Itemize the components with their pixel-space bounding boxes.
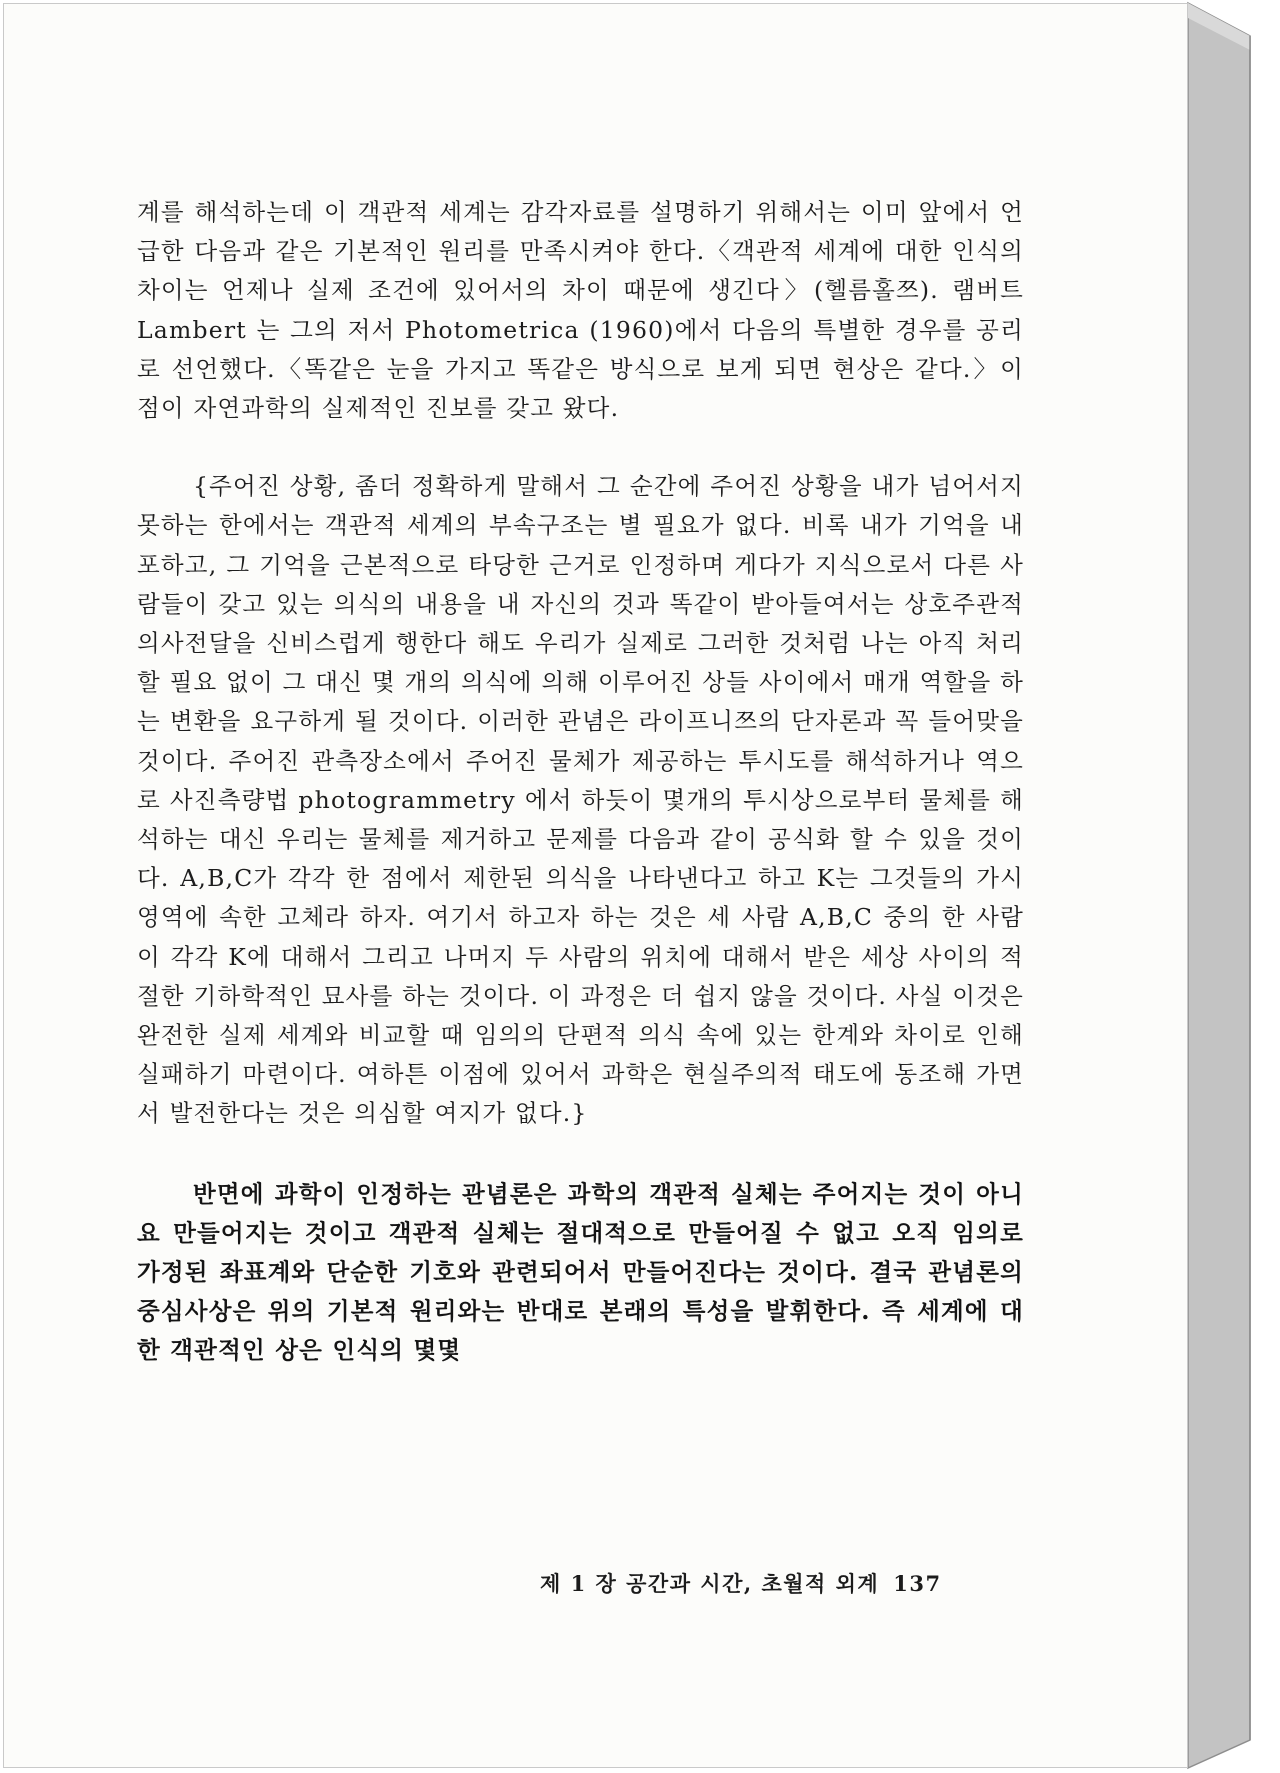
- page-footer: [540, 1568, 1000, 1598]
- paragraph-3: 반면에 과학이 인정하는 관념론은 과학의 객관적 실체는 주어지는 것이 아니요 만들어지는 것이고 객관적 실체는 절대적으로 만들어질 수 없고 오직 임의로 가정된 좌표계와 단순한 기호와 관련되어서 만들어진다는 것이다. 결국 관념론의 중심사상은 위의 기본적 원리와는 반대로 본래의 특성을 발휘한다. 즉 세계에 대한 객관적인 상은 인식의 몇몇: [137, 1179, 1024, 1365]
- chapter-title: 제 1 장 공간과 시간, 초월적 외계: [540, 1571, 880, 1596]
- paragraph-1: 계를 해석하는데 이 객관적 세계는 감각자료를 설명하기 위해서는 이미 앞에서 언급한 다음과 같은 기본적인 원리를 만족시켜야 한다.〈객관적 세계에 대한 인식의 차이는 언제나 실제 조건에 있어서의 차이 때문에 생긴다〉(헬름홀쯔). 램버트 Lambert 는 그의 저서 Photometrica (1960)에서 다음의 특별한 경우를 공리로 선언했다.〈똑같은 눈을 가지고 똑같은 방식으로 보게 되면 현상은 같다.〉이 점이 자연과학의 실제적인 진보를 갖고 왔다.: [137, 198, 1024, 423]
- page-body: [137, 193, 1024, 1371]
- page-number: 137: [893, 1571, 942, 1596]
- paragraph-2: {주어진 상황, 좀더 정확하게 말해서 그 순간에 주어진 상황을 내가 넘어서지 못하는 한에서는 객관적 세계의 부속구조는 별 필요가 없다. 비록 내가 기억을 내포하고, 그 기억을 근본적으로 타당한 근거로 인정하며 게다가 지식으로서 다른 사람들이 갖고 있는 의식의 내용을 내 자신의 것과 똑같이 받아들여서는 상호주관적 의사전달을 신비스럽게 행한다 해도 우리가 실제로 그러한 것처럼 나는 아직 처리할 필요 없이 그 대신 몇 개의 의식에 의해 이루어진 상들 사이에서 매개 역할을 하는 변환을 요구하게 될 것이다. 이러한 관념은 라이프니쯔의 단자론과 꼭 들어맞을 것이다. 주어진 관측장소에서 주어진 물체가 제공하는 투시도를 해석하거나 역으로 사진측량법 photogrammetry 에서 하듯이 몇개의 투시상으로부터 물체를 해석하는 대신 우리는 물체를 제거하고 문제를 다음과 같이 공식화 할 수 있을 것이다. A,B,C가 각각 한 점에서 제한된 의식을 나타낸다고 하고 K는 그것들의 가시 영역에 속한 고체라 하자. 여기서 하고자 하는 것은 세 사람 A,B,C 중의 한 사람이 각각 K에 대해서 그리고 나머지 두 사람의 위치에 대해서 받은 세상 사이의 적절한 기하학적인 묘사를 하는 것이다. 이 과정은 더 쉽지 않을 것이다. 사실 이것은 완전한 실제 세계와 비교할 때 임의의 단편적 의식 속에 있는 한계와 차이로 인해 실패하기 마련이다. 여하튼 이점에 있어서 과학은 현실주의적 태도에 동조해 가면서 발전한다는 것은 의심할 여지가 없다.}: [137, 472, 1024, 1128]
